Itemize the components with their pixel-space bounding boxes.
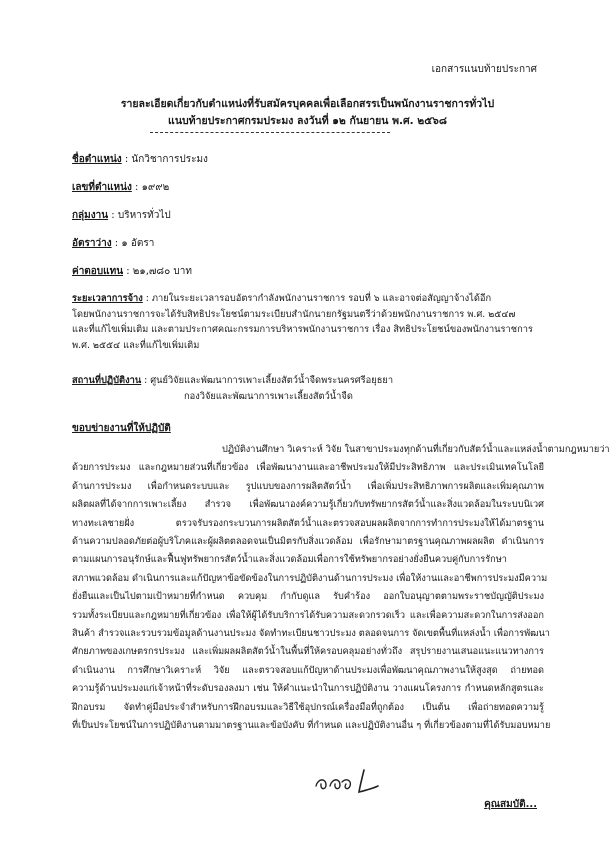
- field-rate-label: อัตราว่าง: [72, 238, 112, 249]
- scope-line: ผลิตผลที่ได้จากการเพาะเลี้ยง สำรวจ เพื่อพัฒนาองค์ความรู้เกี่ยวกับทรัพยากรสัตว์น้ำและสิ่งแวดล้อมในระบบนิเวศ: [72, 499, 544, 511]
- field-pay: [72, 264, 192, 279]
- title-line-1: รายละเอียดเกี่ยวกับตำแหน่งที่รับสมัครบุคคลเพื่อเลือกสรรเป็นพนักงานราชการทั่วไป: [120, 98, 495, 110]
- field-position: [72, 152, 208, 167]
- employment-period-line-1: : ภายในระยะเวลารอบอัตรากำลังพนักงานราชการ รอบที่ ๖ และอาจต่อสัญญาจ้างได้อีก: [142, 293, 492, 304]
- field-rate: [72, 236, 154, 251]
- employment-period: [72, 291, 542, 353]
- workplace-label: สถานที่ปฏิบัติงาน: [72, 375, 142, 386]
- workplace: [72, 373, 542, 404]
- field-rate-value: : ๑ อัตรา: [114, 238, 155, 249]
- title-divider: [150, 132, 390, 133]
- field-position-value: : นักวิชาการประมง: [124, 154, 208, 165]
- employment-period-label: ระยะเวลาการจ้าง: [72, 293, 143, 304]
- field-group: [72, 208, 171, 223]
- scope-line: ด้วยการประมง และกฎหมายส่วนที่เกี่ยวข้อง เพื่อพัฒนางานและอาชีพประมงให้มีประสิทธิภาพ และประเมินเทคโนโลยี: [72, 462, 544, 474]
- scope-line: ยั่งยืนและเป็นไปตามเป้าหมายที่กำหนด ควบคุม กำกับดูแล รับคำร้อง ออกใบอนุญาตตามพระราชบัญญัติประมง: [72, 591, 544, 603]
- scope-line: ศักยภาพของเกษตรกรประมง และเพิ่มผลผลิตสัตว์น้ำในพื้นที่ให้ครอบคลุมอย่างทั่วถึง สรุปรายงานเสนอแนะแนวทางการ: [72, 646, 544, 658]
- scope-line: ที่เป็นประโยชน์ในการปฏิบัติงานตามมาตรฐานและข้อบังคับ ที่กำหนด และปฏิบัติงานอื่น ๆ ที่เกี่ยวข้องตามที่ได้รับมอบหมาย: [72, 720, 551, 732]
- workplace-line-1: : ศูนย์วิจัยและพัฒนาการเพาะเลี้ยงสัตว์น้ำจืดพระนครศรีอยุธยา: [141, 375, 394, 386]
- employment-period-line-3: และที่แก้ไขเพิ่มเติม และตามประกาศคณะกรรมการบริหารพนักงานราชการ เรื่อง สิทธิประโยชน์ของพนักงานราชการ: [72, 324, 533, 335]
- scope-line: ฝึกอบรม จัดทำคู่มือประจำสำหรับการฝึกอบรมและวิธีใช้อุปกรณ์เครื่องมือที่ถูกต้อง เป็นต้น เพื่อถ่ายทอดความรู้: [72, 701, 544, 713]
- field-number: [72, 180, 169, 195]
- scope-body: [72, 441, 610, 736]
- employment-period-line-2: โดยพนักงานราชการจะได้รับสิทธิประโยชน์ตามระเบียบสำนักนายกรัฐมนตรีว่าด้วยพนักงานราชการ พ.ศ. ๒๕๔๗: [72, 308, 516, 320]
- scope-line: ปฏิบัติงานศึกษา วิเคราะห์ วิจัย ในสาขาประมงทุกด้านที่เกี่ยวกับสัตว์น้ำและแหล่งน้ำตามกฎหมายว่า: [222, 444, 610, 455]
- scope-line: รวมทั้งระเบียบและกฎหมายที่เกี่ยวข้อง เพื่อให้ผู้ได้รับบริการได้รับความสะดวกรวดเร็ว และเพื่อความสะดวกในการส่งออก: [72, 609, 544, 621]
- title-line-2: แนบท้ายประกาศกรมประมง ลงวันที่ ๑๒ กันยายน พ.ศ. ๒๕๖๘: [168, 115, 447, 127]
- scope-line: ดำเนินงาน การศึกษาวิเคราะห์ วิจัย และตรวจสอบแก้ปัญหาด้านประมงเพื่อพัฒนาคุณภาพงานให้สูงสุด ถ่ายทอด: [72, 664, 544, 676]
- field-pay-label: ค่าตอบแทน: [72, 266, 124, 277]
- field-pay-value: : ๒๑,๗๘๐ บาท: [126, 266, 192, 277]
- scope-heading: ขอบข่ายงานที่ให้ปฏิบัติ: [72, 423, 171, 434]
- field-number-value: : ๑๙๙๒: [135, 182, 170, 193]
- scope-line: ด้านการประมง เพื่อกำหนดระบบและ รูปแบบของการผลิตสัตว์น้ำ เพื่อเพิ่มประสิทธิภาพการผลิตและเพิ่มคุณภาพ: [72, 480, 544, 492]
- scope-line: ด้านความปลอดภัยต่อผู้บริโภคและผู้ผลิตตลอดจนเป็นมิตรกับสิ่งแวดล้อม เพื่อรักษามาตรฐานคุณภาพผลผลิต ดำเนินการ: [72, 536, 544, 548]
- workplace-line-2: กองวิจัยและพัฒนาการเพาะเลี้ยงสัตว์น้ำจืด: [184, 390, 353, 402]
- scope-line: ทางทะเลชายฝั่ง ตรวจรับรองกระบวนการผลิตสัตว์น้ำและตรวจสอบผลผลิตจากการทำการประมงให้ได้มาตรฐาน: [72, 517, 544, 529]
- field-number-label: เลขที่ตำแหน่ง: [72, 182, 132, 193]
- scope-line: สินค้า สำรวจและรวบรวมข้อมูลด้านงานประมง จัดทำทะเบียนชาวประมง ตลอดจนการ จัดเขตพื้นที่แหล่งน้ำ เพื่อการพัฒนา: [72, 628, 550, 640]
- scope-line: ความรู้ด้านประมงแก่เจ้าหน้าที่ระดับรองลงมา เช่น ให้คำแนะนำในการปฏิบัติงาน วางแผนโครงการ กำหนดหลักสูตรและ: [72, 683, 544, 695]
- scope-line: สภาพแวดล้อม ดำเนินการและแก้ปัญหาข้อขัดข้องในการปฏิบัติงานด้านการประมง เพื่อให้งานและอาชีพการประมงมีความ: [72, 572, 548, 584]
- document-title: [60, 96, 555, 130]
- continued-marker: คุณสมบัติ...: [484, 799, 537, 810]
- employment-period-line-4: พ.ศ. ๒๕๕๔ และที่แก้ไขเพิ่มเติม: [72, 339, 200, 351]
- attachment-tag: เอกสารแนบท้ายประกาศ: [431, 64, 537, 75]
- field-group-value: : บริหารทั่วไป: [111, 210, 171, 221]
- handwritten-initials: [312, 766, 382, 796]
- scope-line: ตามแผนการอนุรักษ์และฟื้นฟูทรัพยากรสัตว์น้ำและสิ่งแวดล้อมเพื่อการใช้ทรัพยากรอย่างยั่งยืนควบคู่กับการรักษา: [72, 554, 507, 566]
- field-position-label: ชื่อตำแหน่ง: [72, 154, 122, 165]
- field-group-label: กลุ่มงาน: [72, 210, 109, 221]
